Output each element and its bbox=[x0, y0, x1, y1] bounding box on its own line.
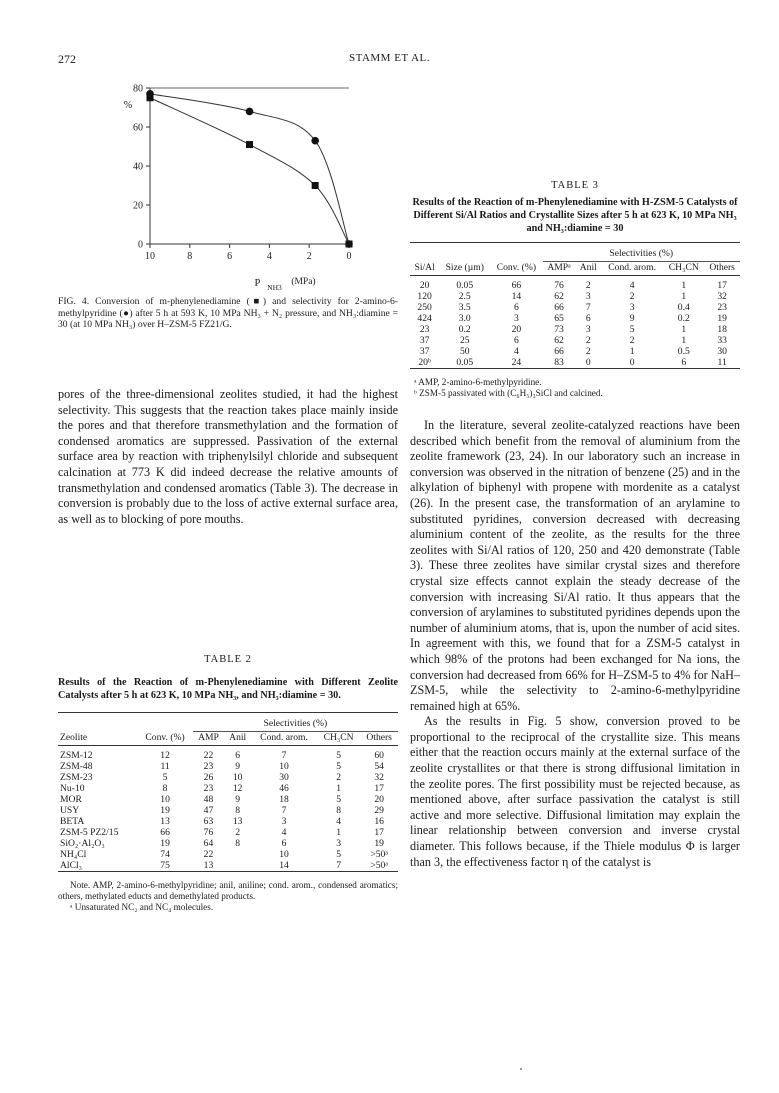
x-axis-label: P bbox=[254, 278, 261, 289]
table-cell: 76 bbox=[554, 279, 564, 291]
table-cell: 10 bbox=[279, 761, 289, 773]
table-cell: 424 bbox=[417, 312, 432, 324]
table-cell: 37 bbox=[419, 345, 430, 357]
y-tick-label: 0 bbox=[138, 239, 143, 251]
table-3-column-header: CH₃CN bbox=[668, 261, 699, 273]
table-3-footnote-b: ᵇ ZSM-5 passivated with (C₆H₅)₃SiCl and calcined. bbox=[414, 387, 603, 398]
table-cell: 63 bbox=[203, 816, 214, 828]
table-cell: 2 bbox=[336, 772, 341, 784]
table-cell: 1 bbox=[336, 783, 341, 795]
table-cell: 5 bbox=[336, 750, 341, 762]
table-cell: 6 bbox=[235, 750, 241, 762]
table-cell: >50ᵃ bbox=[370, 849, 388, 861]
x-tick-label: 2 bbox=[306, 251, 312, 262]
table-cell: 2 bbox=[235, 827, 241, 839]
table-cell: 4 bbox=[336, 816, 341, 828]
table-row bbox=[410, 291, 740, 302]
table-cell: 20 bbox=[419, 279, 430, 291]
table-cell: 1 bbox=[629, 345, 635, 357]
page-number: 272 bbox=[58, 52, 76, 66]
table-cell: ZSM-12 bbox=[60, 750, 93, 762]
table-cell: 25 bbox=[459, 334, 470, 346]
table-2-column-header: AMP bbox=[198, 732, 219, 744]
table-cell: 6 bbox=[513, 301, 519, 313]
table-cell: 64 bbox=[203, 838, 214, 850]
table-cell: 8 bbox=[235, 838, 241, 850]
table-cell: 4 bbox=[281, 827, 287, 839]
y-unit-label: % bbox=[123, 100, 133, 111]
table-row bbox=[58, 761, 398, 772]
table-cell: 32 bbox=[374, 772, 384, 784]
table-cell: SiO₂·Al₂O₃ bbox=[60, 838, 105, 850]
table-cell: ZSM-23 bbox=[60, 772, 93, 784]
table-cell: 46 bbox=[279, 783, 289, 795]
table-cell: 1 bbox=[681, 334, 687, 346]
x-tick-label: 0 bbox=[346, 251, 352, 262]
table-cell: ZSM-5 PZ2/15 bbox=[60, 827, 119, 839]
paragraph: In the literature, several zeolite-catalyzed reactions have been described which benefit from the removal of aluminium from the zeolite framework (23, 24). In our laboratory such an increase in conversion was observed in the nitration of benzene (25) and in the alkylation of biphenyl with propene with mordenite as a catalyst (26). In the present case, the transformation of an arylamine to substituted pyridines, conversion decreased with decreasing aluminium content of the zeolite, as the results for the three zeolites with Si/Al ratios of 120, 250 and 420 demonstrate (Table 3). These three zeolites have similar crystal sizes and therefore crystal size effects cannot explain the steady decrease of the conversion with increasing Si/Al ratio. It thus appears that the conversion of arylamines to substituted pyridines depends upon the number of aluminium atoms, that is, upon the number of acid sites. In agreement with this, we found that for a ZSM-5 catalyst in which 98% of the protons had been exchanged for Na ions, the conversion had decreased from 66% for H–ZSM-5 to 4% for NaH–ZSM-5, while the selectivity to 2-amino-6-methylpyridine remained high at 65%. bbox=[410, 418, 740, 713]
table-cell: 23 bbox=[203, 761, 214, 773]
table-2-column-header: CH₃CN bbox=[323, 732, 354, 744]
table-cell: 7 bbox=[281, 750, 287, 762]
speck bbox=[520, 1068, 522, 1070]
table-cell: 3 bbox=[585, 290, 591, 302]
table-cell: 50 bbox=[459, 345, 470, 357]
table-cell: 60 bbox=[374, 750, 384, 762]
table-2-footnote-a: ᵃ Unsaturated NC₂ and NC₄ molecules. bbox=[70, 902, 214, 913]
table-cell: 18 bbox=[717, 323, 727, 335]
table-cell: 17 bbox=[374, 827, 384, 839]
table-cell: 26 bbox=[203, 772, 214, 784]
table-cell: 7 bbox=[336, 860, 341, 872]
table-2-column-header: Others bbox=[366, 732, 392, 744]
y-tick-label: 80 bbox=[133, 83, 143, 95]
table-cell: 4 bbox=[629, 279, 635, 291]
table-2-column-header: Conv. (%) bbox=[145, 732, 185, 744]
table-row bbox=[58, 849, 398, 860]
table-cell: Nu-10 bbox=[60, 783, 85, 795]
table-cell: 2 bbox=[585, 279, 591, 291]
table-2-column-header: Anil bbox=[229, 732, 247, 744]
table-cell: 3 bbox=[513, 312, 519, 324]
table-3-column-header: AMPᵃ bbox=[547, 261, 571, 273]
table-2 bbox=[58, 654, 398, 913]
table-cell bbox=[224, 849, 251, 860]
table-cell: 22 bbox=[203, 849, 214, 861]
table-cell: 29 bbox=[374, 805, 384, 817]
table-cell: 3 bbox=[629, 301, 635, 313]
data-point-circle bbox=[311, 137, 319, 145]
table-cell: 13 bbox=[232, 816, 243, 828]
table-cell: 0.5 bbox=[677, 345, 690, 357]
y-tick-label: 20 bbox=[133, 200, 143, 212]
table-cell: 3.0 bbox=[458, 312, 471, 324]
table-cell: 3 bbox=[585, 323, 591, 335]
table-cell: 66 bbox=[554, 301, 564, 313]
table-3 bbox=[410, 180, 740, 399]
table-cell: 0 bbox=[629, 356, 635, 368]
table-cell: 7 bbox=[281, 805, 287, 817]
table-row bbox=[58, 746, 398, 762]
data-point-circle bbox=[246, 108, 254, 116]
table-cell: 250 bbox=[417, 301, 432, 313]
table-cell: 0.4 bbox=[677, 301, 690, 313]
x-tick-label: 4 bbox=[266, 251, 272, 262]
table-cell: 2 bbox=[585, 334, 591, 346]
table-cell: 66 bbox=[511, 279, 522, 291]
y-tick-label: 60 bbox=[133, 122, 143, 134]
table-3-title: Results of the Reaction of m-Phenylenediamine with H-ZSM-5 Catalysts of Different Si/Al Ratios and Crystallite Sizes after 5 h at 623 K, 10 MPa NH₃ and NH₃:diamine = 30 bbox=[412, 197, 738, 234]
table-cell: 11 bbox=[717, 356, 727, 368]
table-row bbox=[410, 357, 740, 369]
series-square-line bbox=[150, 98, 349, 244]
table-cell: 19 bbox=[374, 838, 384, 850]
table-3-column-header: Anil bbox=[579, 261, 597, 273]
table-cell: 6 bbox=[585, 312, 591, 324]
table-cell: 10 bbox=[160, 794, 170, 806]
table-cell: 6 bbox=[513, 334, 519, 346]
table-row bbox=[410, 313, 740, 324]
table-row bbox=[410, 275, 740, 291]
table-cell bbox=[224, 860, 251, 872]
table-cell: 74 bbox=[160, 849, 170, 861]
table-3-grid bbox=[410, 242, 740, 369]
table-cell: 48 bbox=[203, 794, 214, 806]
table-cell: 2 bbox=[629, 290, 635, 302]
table-cell: 23 bbox=[717, 301, 727, 313]
table-cell: 9 bbox=[235, 794, 241, 806]
table-cell: 4 bbox=[513, 345, 519, 357]
table-row bbox=[58, 794, 398, 805]
table-cell: 11 bbox=[160, 761, 170, 773]
table-2-title: Results of the Reaction of m-Phenylenediamine with Different Zeolite Catalysts after 5 h at 623 K, 10 MPa NH₃, and NH₃:diamine = 30. bbox=[58, 677, 398, 701]
table-row bbox=[58, 827, 398, 838]
table-cell: 22 bbox=[203, 750, 214, 762]
data-point-circle bbox=[146, 90, 154, 98]
table-cell: 32 bbox=[717, 290, 727, 302]
table-2-group-header: Selectivities (%) bbox=[193, 712, 398, 732]
y-tick-label: 40 bbox=[133, 161, 143, 173]
table-cell: MOR bbox=[60, 794, 82, 806]
x-tick-label: 10 bbox=[145, 251, 155, 262]
table-cell: 20 bbox=[374, 794, 384, 806]
table-cell: 5 bbox=[336, 849, 341, 861]
table-cell: 13 bbox=[203, 860, 214, 872]
table-cell: 66 bbox=[554, 345, 564, 357]
table-cell: 20 bbox=[511, 323, 522, 335]
table-cell: 2.5 bbox=[458, 290, 471, 302]
x-tick-label: 8 bbox=[187, 251, 193, 262]
table-cell: 0 bbox=[585, 356, 591, 368]
table-cell: 6 bbox=[281, 838, 287, 850]
table-cell: 16 bbox=[374, 816, 384, 828]
table-cell: 0.05 bbox=[456, 279, 474, 291]
table-cell: 6 bbox=[681, 356, 687, 368]
table-cell: 0.2 bbox=[677, 312, 690, 324]
table-cell: 83 bbox=[554, 356, 564, 368]
table-cell: AlCl₃ bbox=[60, 860, 83, 872]
table-cell: 30 bbox=[717, 345, 727, 357]
figure-4-caption: FIG. 4. Conversion of m-phenylenediamine (■) and selectivity for 2-amino-6-methylpyridine (●) after 5 h at 593 K, 10 MPa NH₃ + N₂ pressure, and NH₃:diamine = 30 (at 10 MPa NH₃) over H–ZSM-5 FZ21/G. bbox=[58, 296, 398, 330]
table-cell: 10 bbox=[279, 849, 289, 861]
table-cell: 12 bbox=[232, 783, 243, 795]
paragraph: pores of the three-dimensional zeolites studied, it had the highest selectivity. This suggests that the reaction takes place mainly inside the pores and that therefore transmethylation and the formation of condensed aromatics are suppressed. Passivation of the external surface area by reaction with triphenylsilyl chloride and subsequent calcination at 773 K did indeed decrease the relative amounts of transmethylation and condensed aromatics (Table 3). The decrease in conversion is probably due to the loss of active external surface area, as well as to blocking of pore mouths. bbox=[58, 387, 398, 526]
table-row bbox=[410, 324, 740, 335]
table-3-group-header: Selectivities (%) bbox=[543, 243, 741, 262]
table-3-column-header: Cond. arom. bbox=[608, 261, 656, 273]
table-3-column-header: Si/Al bbox=[414, 261, 435, 273]
table-cell: 8 bbox=[162, 783, 168, 795]
right-column-text bbox=[410, 418, 740, 870]
table-cell: 23 bbox=[203, 783, 214, 795]
table-cell: >50ᵃ bbox=[370, 860, 388, 872]
table-cell: 14 bbox=[279, 860, 289, 872]
table-cell: 5 bbox=[336, 794, 341, 806]
table-cell: 24 bbox=[511, 356, 522, 368]
table-cell: 120 bbox=[417, 290, 432, 302]
table-2-column-header: Zeolite bbox=[60, 732, 88, 744]
table-cell: NH₄Cl bbox=[60, 849, 87, 861]
table-cell: 2 bbox=[585, 345, 591, 357]
paragraph: As the results in Fig. 5 show, conversion proved to be proportional to the reciprocal of the crystallite size. This means either that the reaction occurs mainly at the external surface of the zeolite crystallites or that there is strong diffusional limitation in the zeolite pores. The first possibility must be rejected because, as mentioned above, after surface passivation the catalyst is still active and more selective. Diffusional limitation may explain the linear relationship between conversion and inverse crystal diameter. This follows because, if the Thiele modulus Φ is larger than 3, the effectiveness factor η of the catalyst is bbox=[410, 714, 740, 869]
table-cell: 5 bbox=[629, 323, 635, 335]
table-cell: 18 bbox=[279, 794, 289, 806]
table-cell: 3 bbox=[281, 816, 287, 828]
table-cell: 20ᵇ bbox=[418, 356, 431, 368]
table-cell: 8 bbox=[235, 805, 241, 817]
table-cell: 73 bbox=[554, 323, 564, 335]
table-cell: 30 bbox=[279, 772, 289, 784]
data-point-square bbox=[246, 141, 253, 148]
table-row bbox=[58, 783, 398, 794]
table-cell: 9 bbox=[235, 761, 241, 773]
table-row bbox=[58, 772, 398, 783]
table-cell: 17 bbox=[717, 279, 727, 291]
table-row bbox=[58, 838, 398, 849]
table-cell: 65 bbox=[554, 312, 564, 324]
table-cell: 3.5 bbox=[458, 301, 471, 313]
table-cell: 0.05 bbox=[456, 356, 474, 368]
table-cell: BETA bbox=[60, 816, 85, 828]
table-cell: 37 bbox=[419, 334, 430, 346]
table-cell: 1 bbox=[336, 827, 341, 839]
table-cell: 10 bbox=[232, 772, 243, 784]
table-2-grid bbox=[58, 712, 398, 873]
table-cell: 7 bbox=[585, 301, 591, 313]
data-point-square bbox=[312, 182, 319, 189]
table-row bbox=[410, 346, 740, 357]
table-cell: 14 bbox=[511, 290, 522, 302]
table-cell: ZSM-48 bbox=[60, 761, 93, 773]
table-cell: 62 bbox=[554, 290, 564, 302]
x-axis-label-unit: (MPa) bbox=[291, 277, 316, 287]
x-axis-label-subscript: NH3 bbox=[267, 283, 282, 292]
table-3-column-header: Others bbox=[709, 261, 735, 273]
table-cell: 19 bbox=[717, 312, 727, 324]
table-row bbox=[410, 302, 740, 313]
table-cell: 62 bbox=[554, 334, 564, 346]
table-cell: 33 bbox=[717, 334, 727, 346]
table-row bbox=[58, 816, 398, 827]
table-cell: 23 bbox=[419, 323, 430, 335]
table-cell: 76 bbox=[203, 827, 214, 839]
table-cell: 13 bbox=[160, 816, 170, 828]
table-cell: 2 bbox=[629, 334, 635, 346]
table-cell: 66 bbox=[160, 827, 170, 839]
table-3-column-header: Size (µm) bbox=[445, 261, 484, 273]
table-2-note: Note. AMP, 2-amino-6-methylpyridine; anil, aniline; cond. arom., condensed aromatics; others, methylated educts and demethylated products. bbox=[58, 880, 398, 902]
table-cell: 47 bbox=[203, 805, 214, 817]
table-cell: 54 bbox=[374, 761, 384, 773]
table-3-column-header: Conv. (%) bbox=[496, 261, 537, 273]
table-cell: 1 bbox=[681, 279, 687, 291]
x-tick-label: 6 bbox=[227, 251, 233, 262]
figure-4 bbox=[92, 76, 377, 301]
figure-4-chart bbox=[92, 76, 377, 301]
table-cell: 8 bbox=[336, 805, 341, 817]
table-cell: 19 bbox=[160, 805, 170, 817]
table-cell: 3 bbox=[336, 838, 341, 850]
table-cell: 1 bbox=[681, 323, 687, 335]
table-row bbox=[58, 805, 398, 816]
table-2-column-header: Cond. arom. bbox=[260, 732, 308, 744]
table-cell: 1 bbox=[681, 290, 687, 302]
table-cell: 19 bbox=[160, 838, 170, 850]
table-2-label: TABLE 2 bbox=[204, 654, 252, 665]
table-row bbox=[58, 860, 398, 872]
table-cell: 9 bbox=[629, 312, 635, 324]
table-cell: USY bbox=[60, 805, 80, 817]
table-cell: 12 bbox=[160, 750, 170, 762]
table-3-footnote-a: ᵃ AMP, 2-amino-6-methylpyridine. bbox=[414, 376, 542, 387]
left-column-text bbox=[58, 387, 398, 527]
table-cell: 17 bbox=[374, 783, 384, 795]
data-point-circle bbox=[345, 240, 353, 248]
table-cell: 5 bbox=[162, 772, 168, 784]
table-cell: 75 bbox=[160, 860, 170, 872]
table-row bbox=[410, 335, 740, 346]
table-3-label: TABLE 3 bbox=[551, 180, 599, 191]
table-cell: 5 bbox=[336, 761, 341, 773]
table-cell: 0.2 bbox=[458, 323, 471, 335]
series-circle-line bbox=[150, 94, 349, 244]
running-title: STAMM ET AL. bbox=[348, 52, 430, 64]
